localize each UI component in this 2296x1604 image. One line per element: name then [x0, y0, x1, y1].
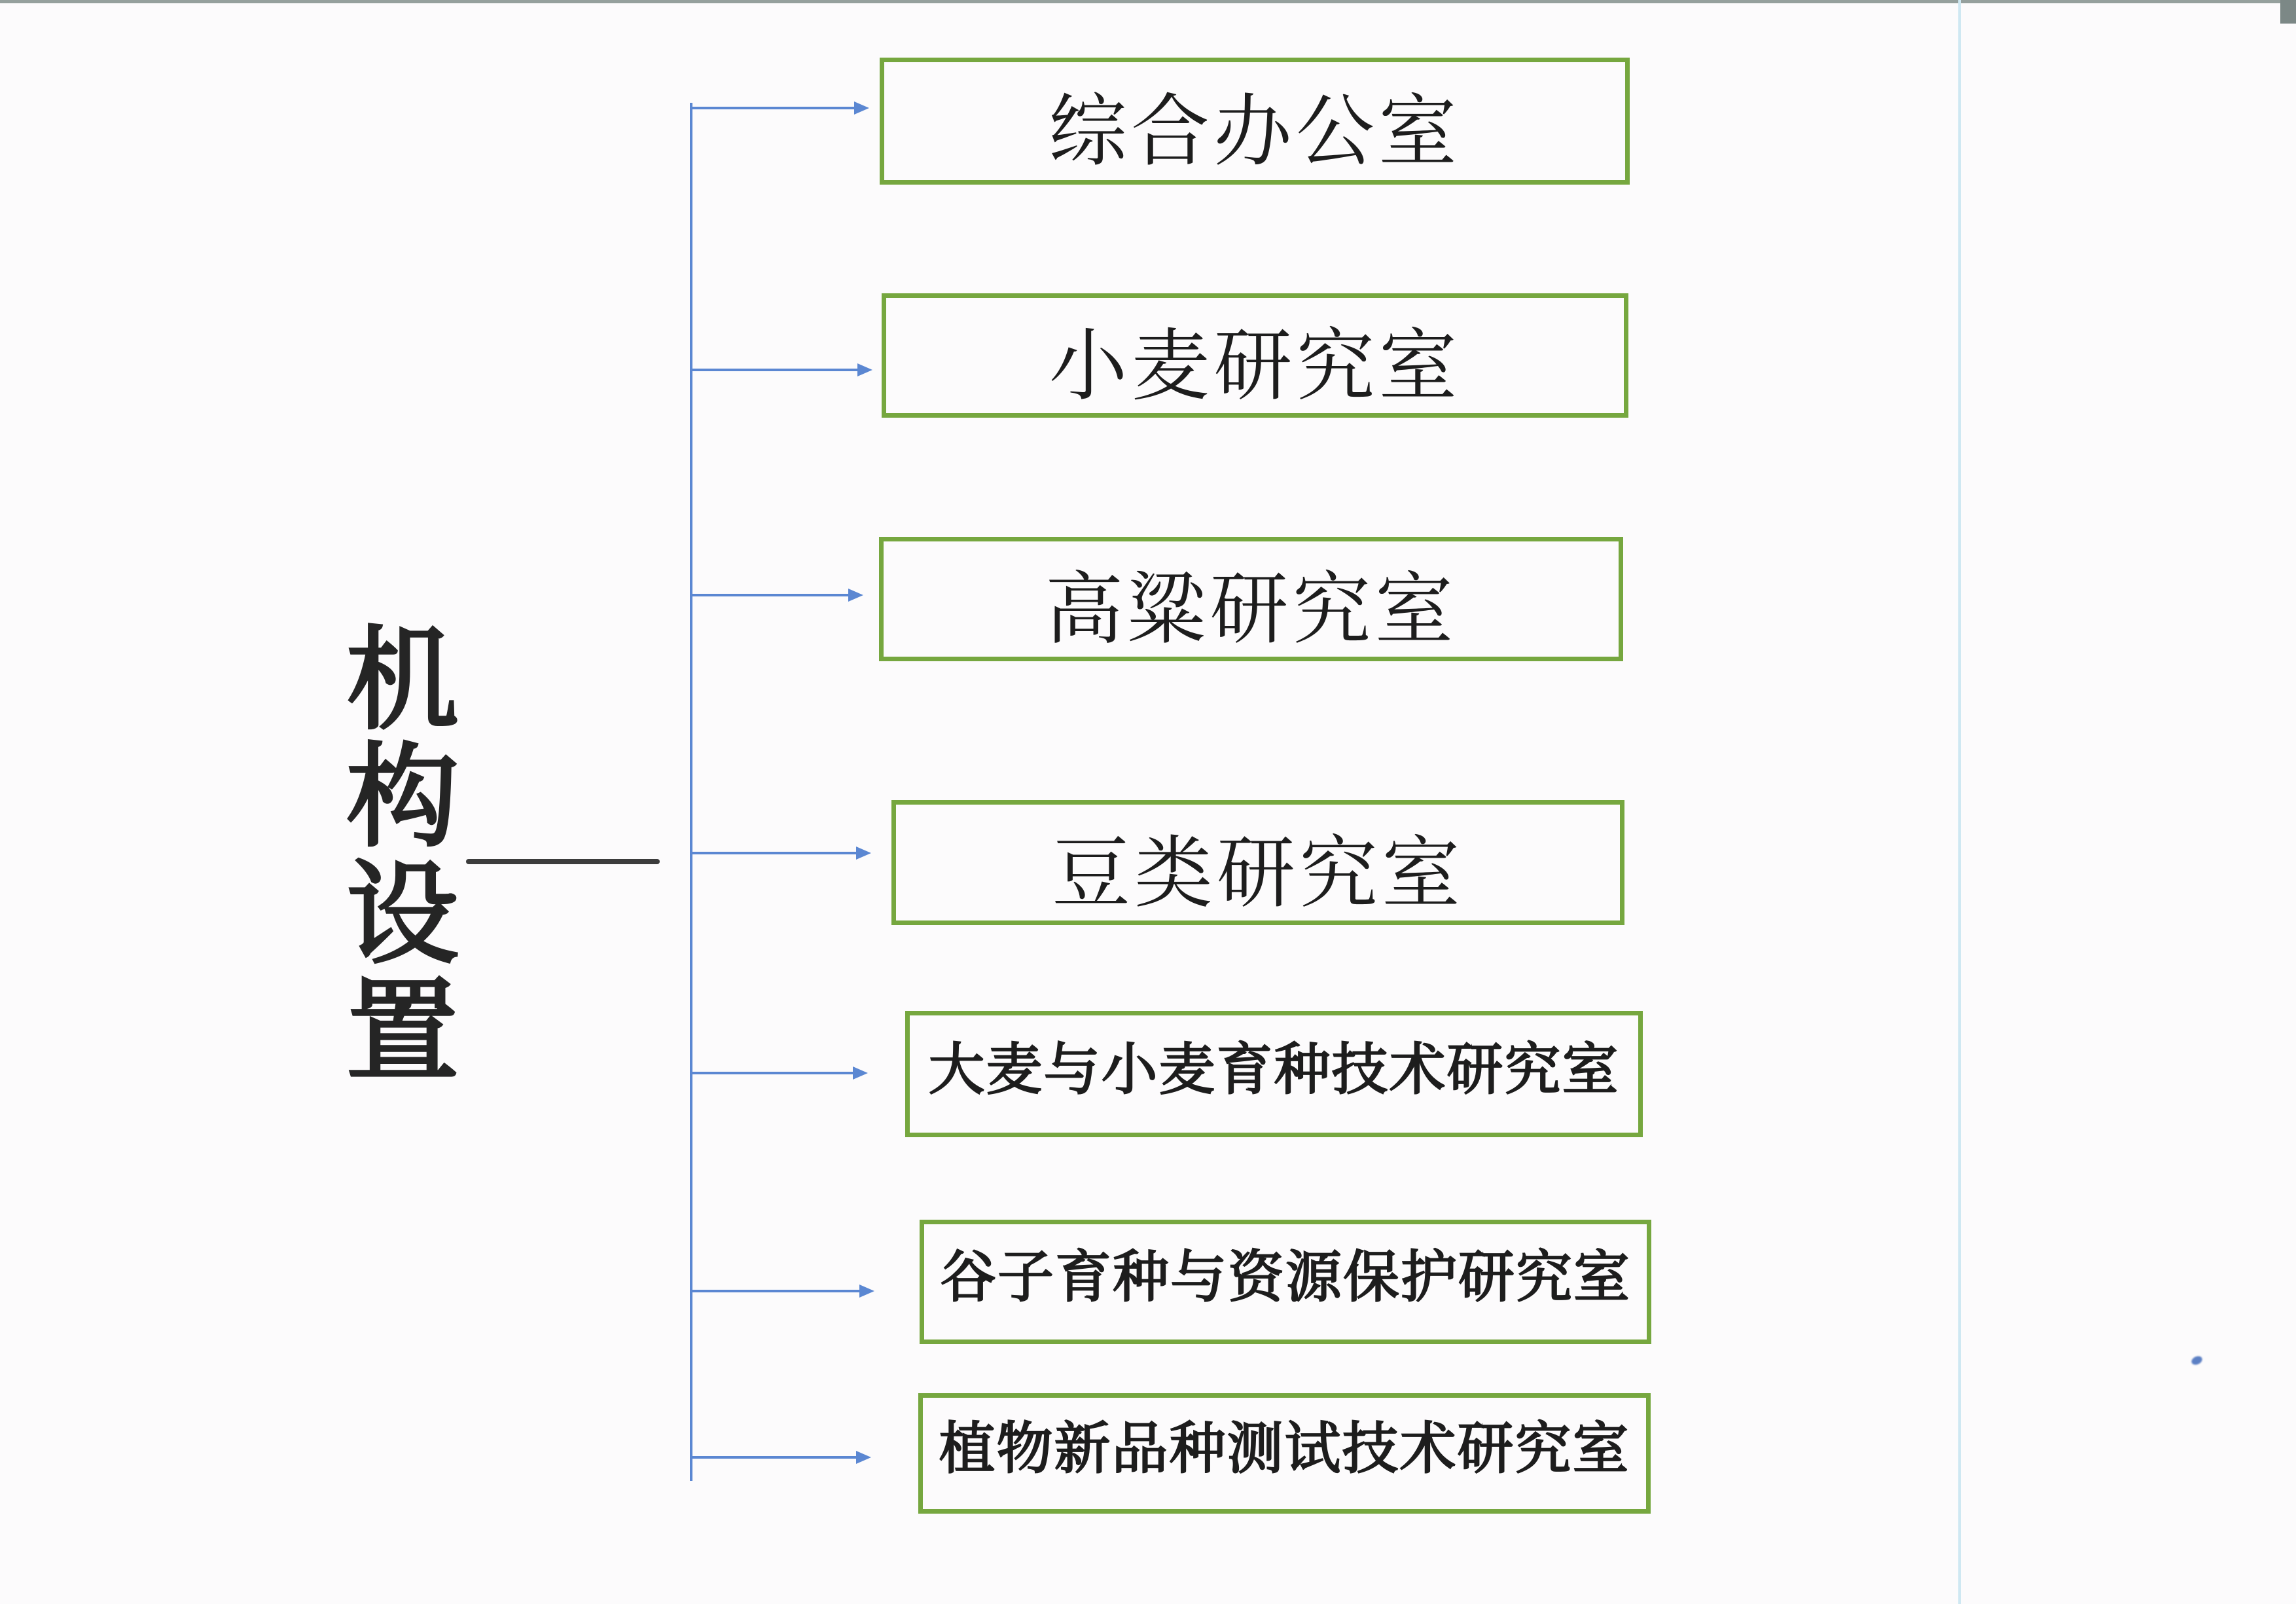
arrowhead-icon-1 — [854, 101, 869, 115]
department-label: 大麦与小麦育种技术研究室 — [928, 1038, 1620, 1101]
branch-connector-5 — [691, 1072, 853, 1074]
org-root-title: 机构设置 — [346, 617, 459, 1095]
department-label: 高粱研究室 — [1045, 566, 1458, 653]
arrowhead-icon-5 — [853, 1066, 868, 1080]
root-connector-line — [466, 859, 660, 864]
trunk-line — [690, 103, 692, 1481]
arrowhead-icon-7 — [856, 1451, 871, 1464]
arrowhead-icon-4 — [856, 847, 871, 860]
department-label: 小麦研究室 — [1049, 323, 1462, 410]
department-box-wheat-lab — [882, 293, 1628, 418]
ink-dot-artifact — [2190, 1355, 2203, 1366]
branch-connector-2 — [691, 369, 857, 371]
branch-connector-3 — [691, 594, 848, 596]
department-box-general-office — [880, 58, 1630, 185]
scan-top-edge — [0, 0, 2296, 3]
department-label: 豆类研究室 — [1052, 829, 1464, 917]
branch-connector-4 — [691, 852, 856, 854]
department-box-barley-wheat-breeding-lab — [905, 1011, 1643, 1137]
department-box-legume-lab — [891, 800, 1624, 925]
department-label: 综合办公室 — [1049, 88, 1461, 175]
arrowhead-icon-2 — [857, 363, 872, 376]
department-label: 谷子育种与资源保护研究室 — [940, 1246, 1631, 1309]
arrowhead-icon-3 — [848, 589, 863, 602]
scan-top-right-corner — [2280, 0, 2296, 24]
branch-connector-1 — [691, 107, 854, 109]
department-box-plant-variety-testing-lab — [918, 1393, 1651, 1514]
department-box-millet-breeding-lab — [920, 1220, 1651, 1344]
arrowhead-icon-6 — [859, 1285, 874, 1298]
department-label: 植物新品种测试技术研究室 — [939, 1417, 1630, 1480]
branch-connector-6 — [691, 1290, 859, 1292]
scan-vertical-line — [1958, 0, 1961, 1604]
department-box-sorghum-lab — [879, 537, 1623, 661]
branch-connector-7 — [691, 1456, 856, 1459]
